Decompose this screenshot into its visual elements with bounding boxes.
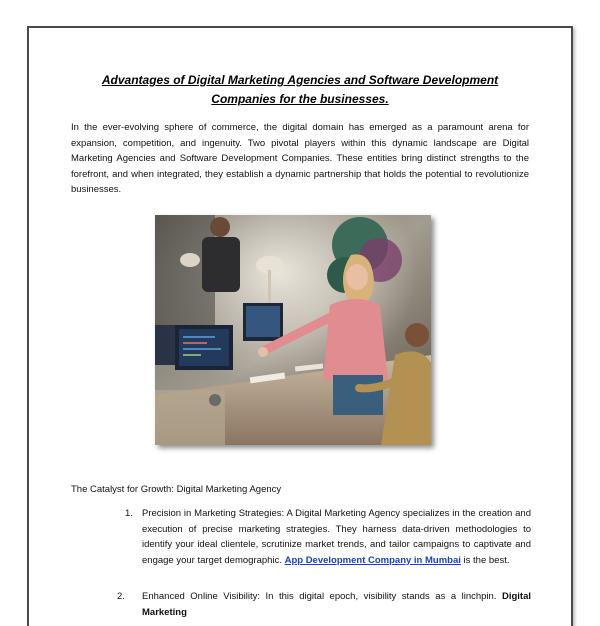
list-item: [117, 589, 531, 620]
office-photo-illustration: [155, 215, 431, 445]
intro-paragraph: In the ever-evolving sphere of commerce, the digital domain has emerged as a paramount arena for expansion, competition, and ingenuity. Two pivotal players within this dynamic landscape are Digital Marketing Agencies and Software Development Companies. These entities bring distinct strengths to the forefront, and when integrated, they establish a dynamic partnership that holds the potential to revolutionize businesses.: [71, 122, 529, 195]
section-heading: The Catalyst for Growth: Digital Marketing Agency: [71, 484, 282, 495]
list-item-text: Enhanced Online Visibility: In this digital epoch, visibility stands as a linchpin.: [142, 591, 502, 602]
list-number: 2.: [117, 591, 125, 602]
document-page: [27, 26, 573, 626]
document-title: Advantages of Digital Marketing Agencies and Software Development Companies for the businesses.: [101, 73, 499, 106]
app-development-link[interactable]: App Development Company in Mumbai: [284, 554, 461, 566]
office-team-photo: [155, 215, 431, 445]
list-item-text-end: is the best.: [460, 554, 510, 566]
list-item-bold-text: Digital Marketing: [142, 591, 531, 618]
list-item: [125, 506, 531, 568]
list-item-text: Precision in Marketing Strategies: A Digital Marketing Agency specializes in the creation and execution of precise marketing strategies. They harness data-driven methodologies to identify your ideal clientele, scrutinize market trends, and tailor campaigns to captivate and engage your target demographic.: [142, 508, 531, 566]
list-number: 1.: [125, 508, 133, 519]
